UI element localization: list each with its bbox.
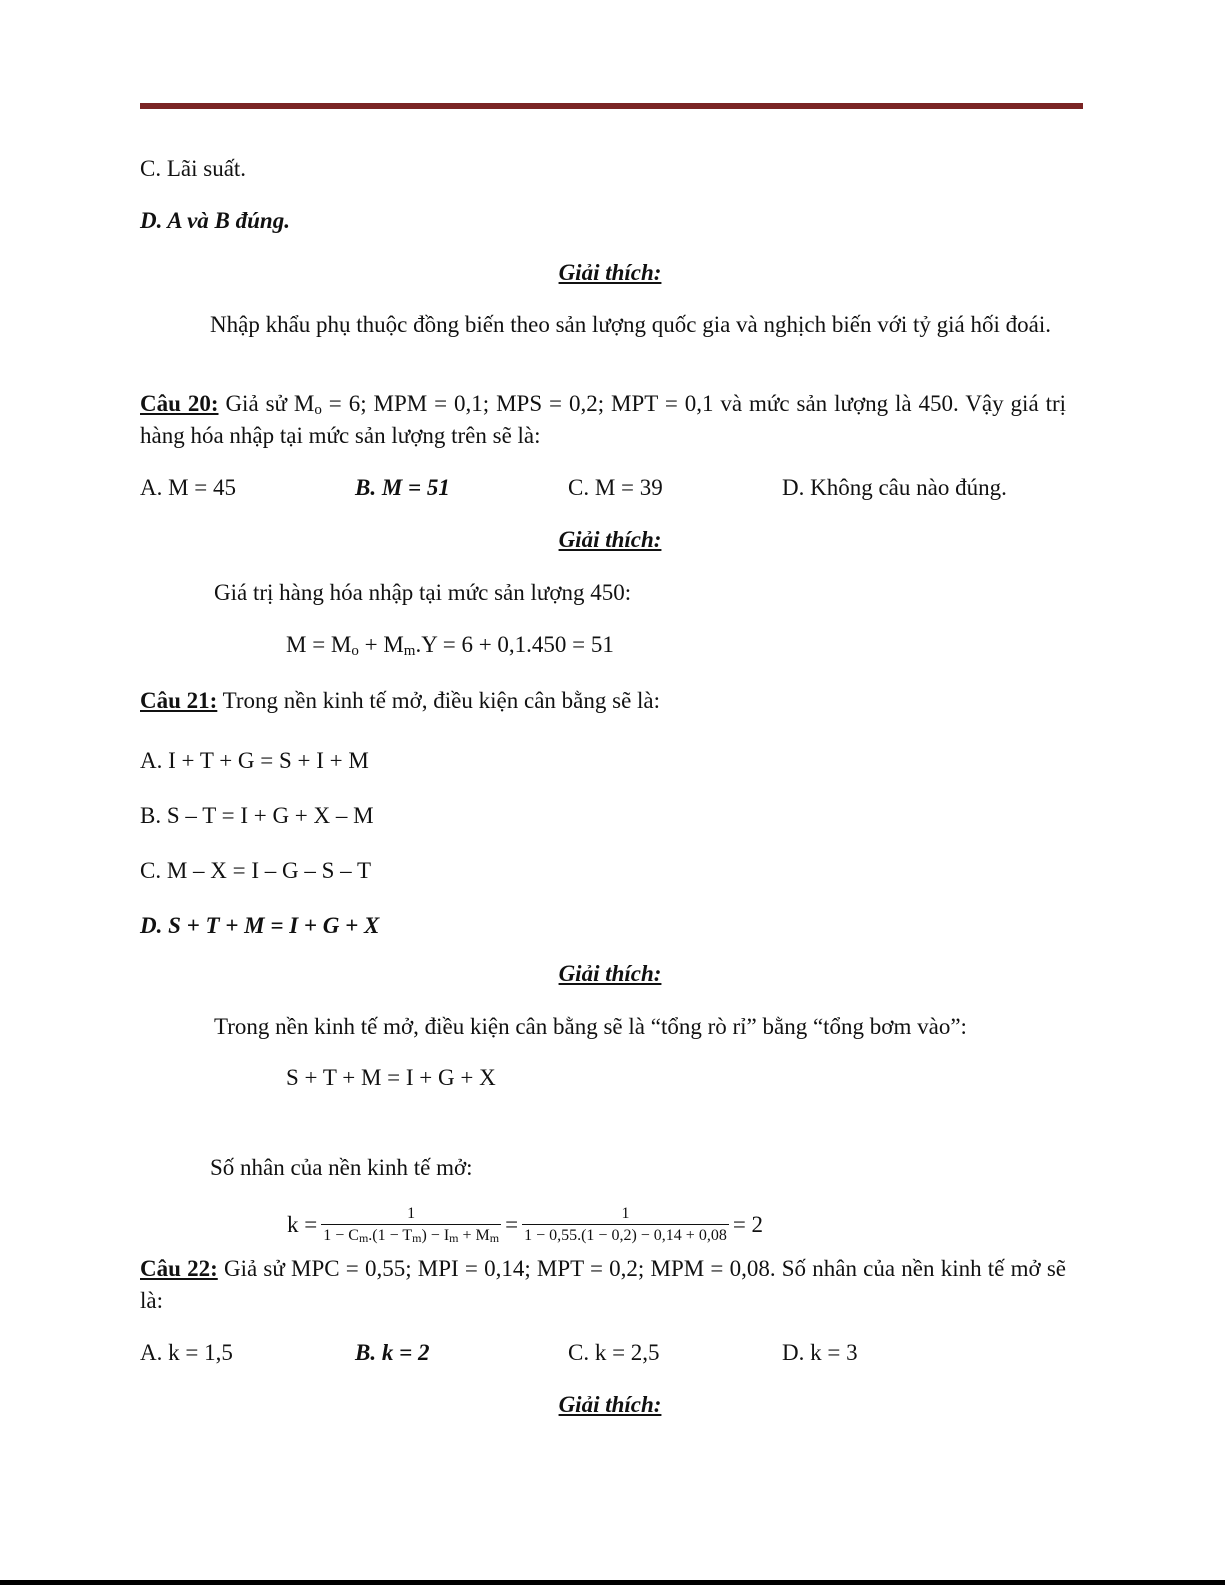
question-20-sub: o xyxy=(314,402,322,418)
formula-20-sub2: m xyxy=(403,643,416,659)
formula-20-sub1: o xyxy=(351,643,359,659)
formula-20-a: M = M xyxy=(286,632,352,657)
q22-option-c: C. k = 2,5 xyxy=(568,1340,660,1365)
multiplier-intro: Số nhân của nền kinh tế mở: xyxy=(210,1155,473,1180)
formula-20-c: .Y = 6 + 0,1.450 = 51 xyxy=(415,632,614,657)
formula-20-b: + M xyxy=(358,632,404,657)
q22-option-d: D. k = 3 xyxy=(782,1340,858,1365)
question-20-text-start: Giả sử M xyxy=(225,391,315,416)
q21-option-c: C. M – X = I – G – S – T xyxy=(140,858,372,883)
question-21 xyxy=(140,685,1080,717)
question-22-label: Câu 22: xyxy=(140,1256,218,1281)
q20-option-a: A. M = 45 xyxy=(140,475,237,500)
equals-sign: = xyxy=(505,1212,519,1237)
page-bottom-border xyxy=(0,1580,1225,1585)
explanation-heading-21: Giải thích: xyxy=(558,961,662,986)
explanation-heading-22: Giải thích: xyxy=(558,1392,662,1417)
q22-option-b-answer: B. k = 2 xyxy=(355,1340,430,1365)
question-22-text: Giả sử MPC = 0,55; MPI = 0,14; MPT = 0,2; MPM = 0,08. Số nhân của nền kinh tế mở sẽ là: xyxy=(140,1256,1066,1313)
explanation-heading-1: Giải thích: xyxy=(558,260,662,285)
option-c-previous: C. Lãi suất. xyxy=(140,156,247,181)
question-20-text-rest: = 6; MPM = 0,1; MPS = 0,2; MPT = 0,1 và mức sản lượng là 450. Vậy giá trị hàng hóa nhập tại mức sản lượng trên sẽ là: xyxy=(140,391,1067,448)
option-d-previous-answer: D. A và B đúng. xyxy=(140,208,290,233)
question-20-label: Câu 20: xyxy=(140,391,219,416)
q21-option-a: A. I + T + G = S + I + M xyxy=(140,748,369,773)
question-20 xyxy=(140,388,1066,452)
explanation-text-20: Giá trị hàng hóa nhập tại mức sản lượng 450: xyxy=(214,580,632,605)
q20-option-c: C. M = 39 xyxy=(568,475,663,500)
question-21-label: Câu 21: xyxy=(140,688,218,713)
fraction-symbolic-denominator: $1 - C_m.(1 - T_m) - I_m + M_m$ xyxy=(321,1224,501,1246)
k-lhs: k = xyxy=(287,1212,318,1237)
explanation-text-21: Trong nền kinh tế mở, điều kiện cân bằng sẽ là “tổng rò rỉ” bằng “tổng bơm vào”: xyxy=(214,1014,967,1039)
q21-option-b: B. S – T = I + G + X – M xyxy=(140,803,374,828)
fraction-symbolic-numerator: 1 xyxy=(407,1205,416,1222)
q20-option-b-answer: B. M = 51 xyxy=(355,475,450,500)
fraction-numeric-numerator: 1 xyxy=(621,1205,630,1222)
q21-option-d-answer: D. S + T + M = I + G + X xyxy=(140,913,380,938)
question-21-text: Trong nền kinh tế mở, điều kiện cân bằng sẽ là: xyxy=(217,688,661,713)
explanation-heading-20: Giải thích: xyxy=(558,527,662,552)
fraction-numeric xyxy=(522,1204,729,1246)
explanation-text-1: Nhập khẩu phụ thuộc đồng biến theo sản lượng quốc gia và nghịch biến với tỷ giá hối đoái. xyxy=(210,312,1051,337)
k-rhs: = 2 xyxy=(732,1212,764,1237)
formula-20 xyxy=(286,629,1225,661)
multiplier-formula xyxy=(287,1202,763,1248)
q20-option-d: D. Không câu nào đúng. xyxy=(782,475,1007,500)
fraction-symbolic xyxy=(321,1204,501,1246)
fraction-numeric-denominator: 1 − 0,55.(1 − 0,2) − 0,14 + 0,08 xyxy=(522,1224,729,1246)
q22-option-a: A. k = 1,5 xyxy=(140,1340,233,1365)
header-rule xyxy=(140,103,1083,109)
formula-21: S + T + M = I + G + X xyxy=(286,1065,496,1090)
question-22 xyxy=(140,1253,1066,1317)
